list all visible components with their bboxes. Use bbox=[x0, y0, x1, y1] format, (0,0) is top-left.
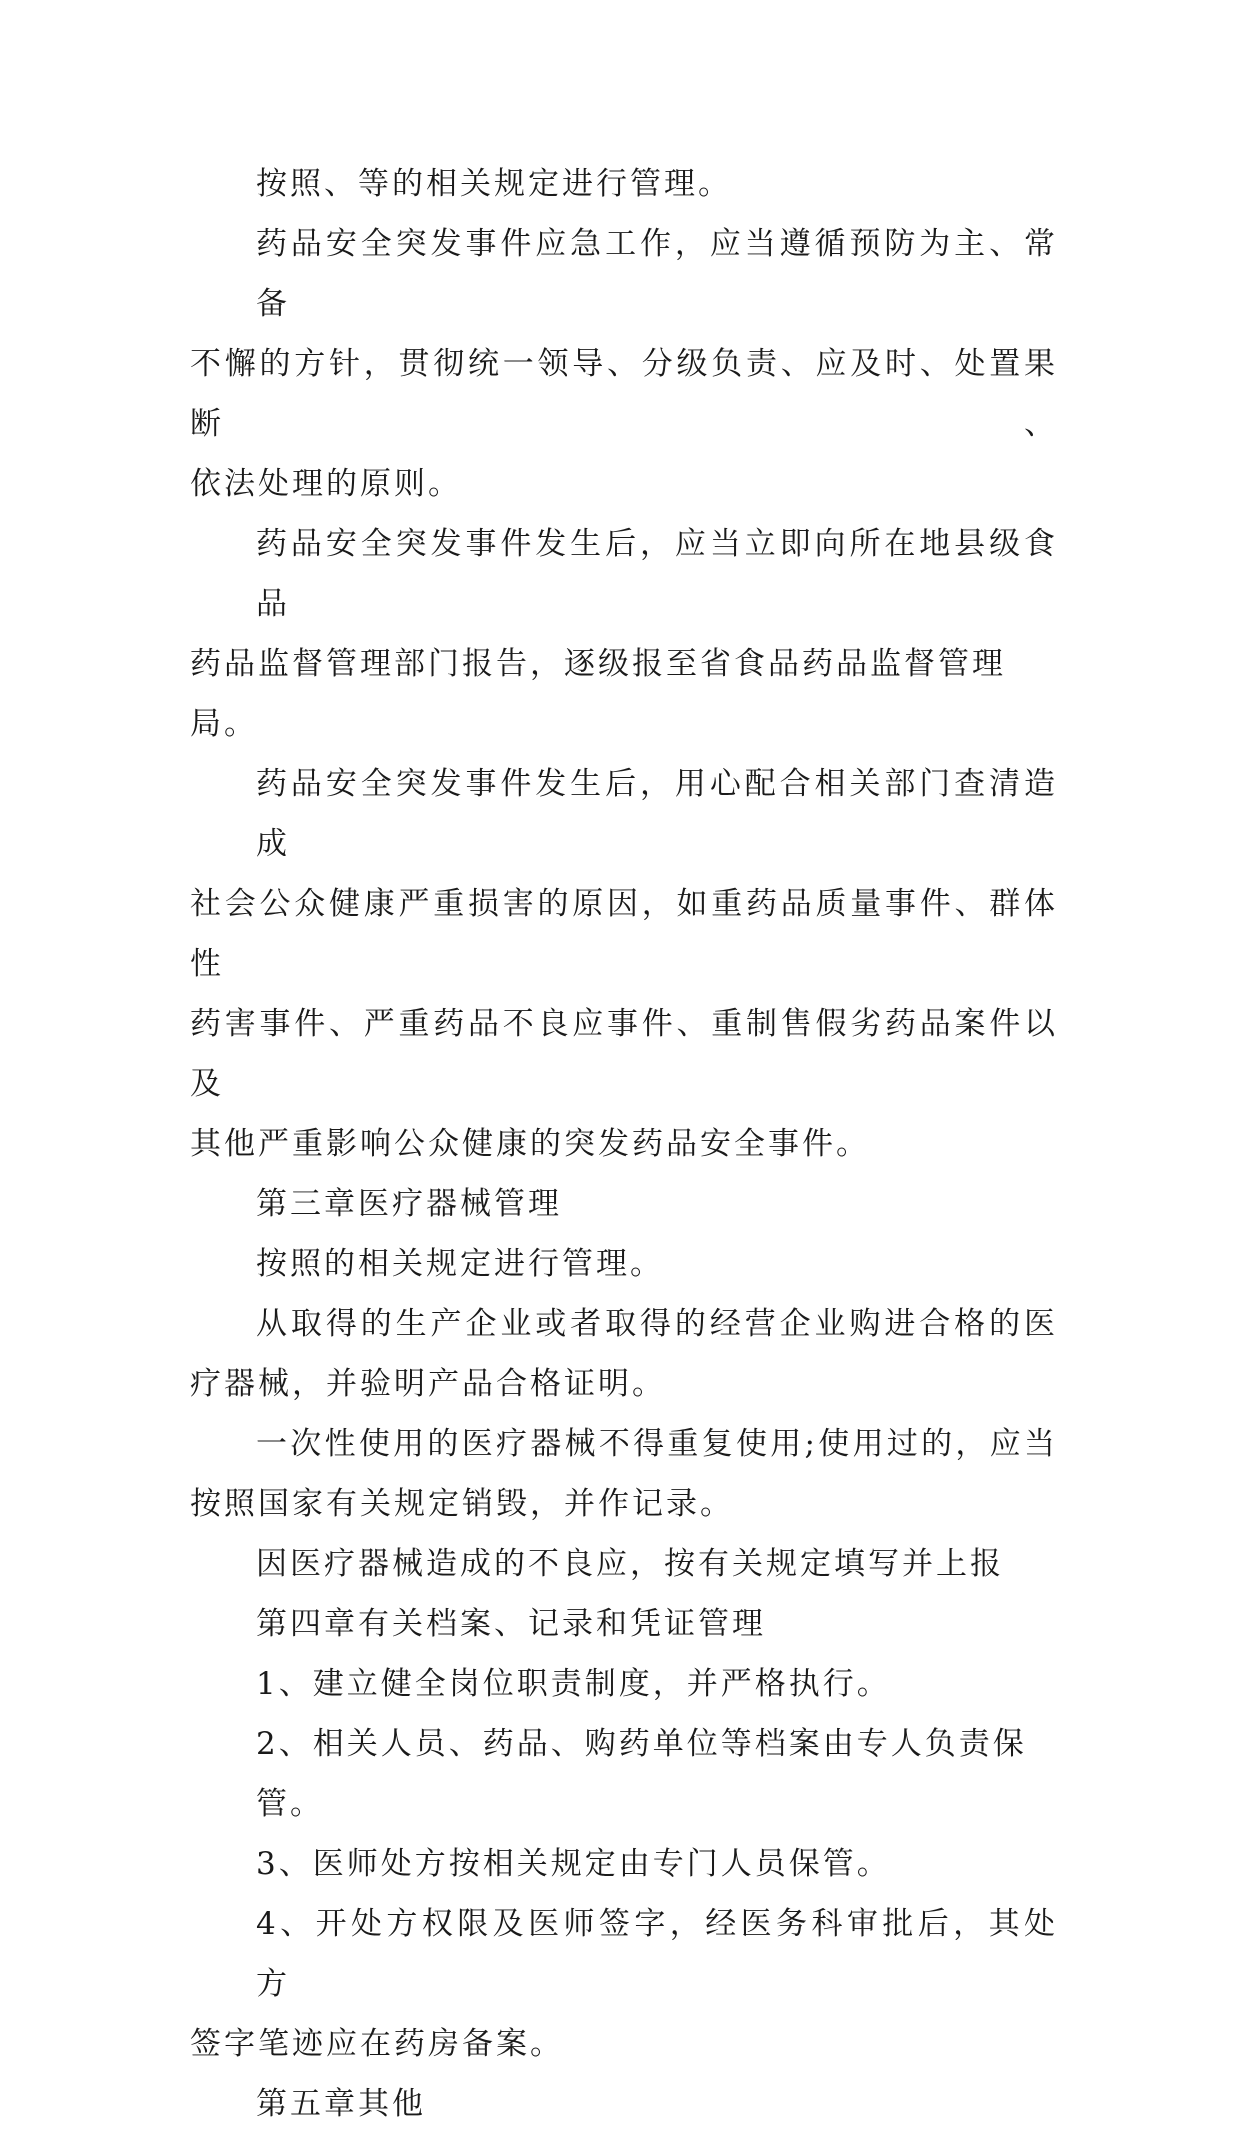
text-line: 从取得的生产企业或者取得的经营企业购进合格的医 bbox=[256, 1306, 1058, 1342]
text-line: 药害事件、严重药品不良应事件、重制售假劣药品案件以及 bbox=[190, 1006, 1058, 1102]
text-line: 1、建立健全岗位职责制度，并严格执行。 bbox=[256, 1666, 891, 1702]
paragraph bbox=[190, 214, 1058, 514]
text-line: 药品安全突发事件发生后，用心配合相关部门查清造成 bbox=[256, 766, 1058, 862]
paragraph bbox=[190, 1894, 1058, 2074]
text-line: 3、医师处方按相关规定由专门人员保管。 bbox=[256, 1846, 891, 1882]
paragraph bbox=[190, 1174, 1058, 1234]
paragraph bbox=[190, 754, 1058, 1174]
text-line: 因医疗器械造成的不良应，按有关规定填写并上报 bbox=[256, 1546, 1004, 1582]
paragraph bbox=[190, 1534, 1058, 1594]
paragraph bbox=[190, 2074, 1058, 2134]
paragraph bbox=[190, 1294, 1058, 1414]
text-line: 社会公众健康严重损害的原因，如重药品质量事件、群体性 bbox=[190, 886, 1058, 982]
paragraph bbox=[190, 1594, 1058, 1654]
paragraph bbox=[190, 1234, 1058, 1294]
document-body bbox=[190, 154, 1058, 2134]
text-line: 按照、等的相关规定进行管理。 bbox=[256, 166, 732, 202]
text-line: 其他严重影响公众健康的突发药品安全事件。 bbox=[190, 1126, 870, 1162]
text-line: 药品安全突发事件应急工作，应当遵循预防为主、常备 bbox=[256, 226, 1058, 322]
text-line: 药品安全突发事件发生后，应当立即向所在地县级食品 bbox=[256, 526, 1058, 622]
text-line: 不懈的方针，贯彻统一领导、分级负责、应及时、处置果断、 bbox=[190, 346, 1058, 442]
paragraph bbox=[190, 1714, 1058, 1834]
text-line: 第五章其他 bbox=[256, 2086, 426, 2122]
text-line: 药品监督管理部门报告，逐级报至省食品药品监督管理局。 bbox=[190, 646, 1006, 742]
text-line: 4、开处方权限及医师签字，经医务科审批后，其处方 bbox=[256, 1906, 1058, 2002]
text-line: 签字笔迹应在药房备案。 bbox=[190, 2026, 564, 2062]
document-page bbox=[190, 154, 1058, 2134]
text-line: 一次性使用的医疗器械不得重复使用;使用过的，应当 bbox=[256, 1426, 1058, 1462]
paragraph bbox=[190, 1834, 1058, 1894]
paragraph bbox=[190, 154, 1058, 214]
text-line: 按照国家有关规定销毁，并作记录。 bbox=[190, 1486, 734, 1522]
text-line: 第三章医疗器械管理 bbox=[256, 1186, 562, 1222]
paragraph bbox=[190, 1654, 1058, 1714]
text-line: 第四章有关档案、记录和凭证管理 bbox=[256, 1606, 766, 1642]
text-line: 依法处理的原则。 bbox=[190, 466, 462, 502]
paragraph bbox=[190, 514, 1058, 754]
text-line: 2、相关人员、药品、购药单位等档案由专人负责保管。 bbox=[256, 1726, 1027, 1822]
paragraph bbox=[190, 1414, 1058, 1534]
text-line: 按照的相关规定进行管理。 bbox=[256, 1246, 664, 1282]
text-line: 疗器械，并验明产品合格证明。 bbox=[190, 1366, 666, 1402]
